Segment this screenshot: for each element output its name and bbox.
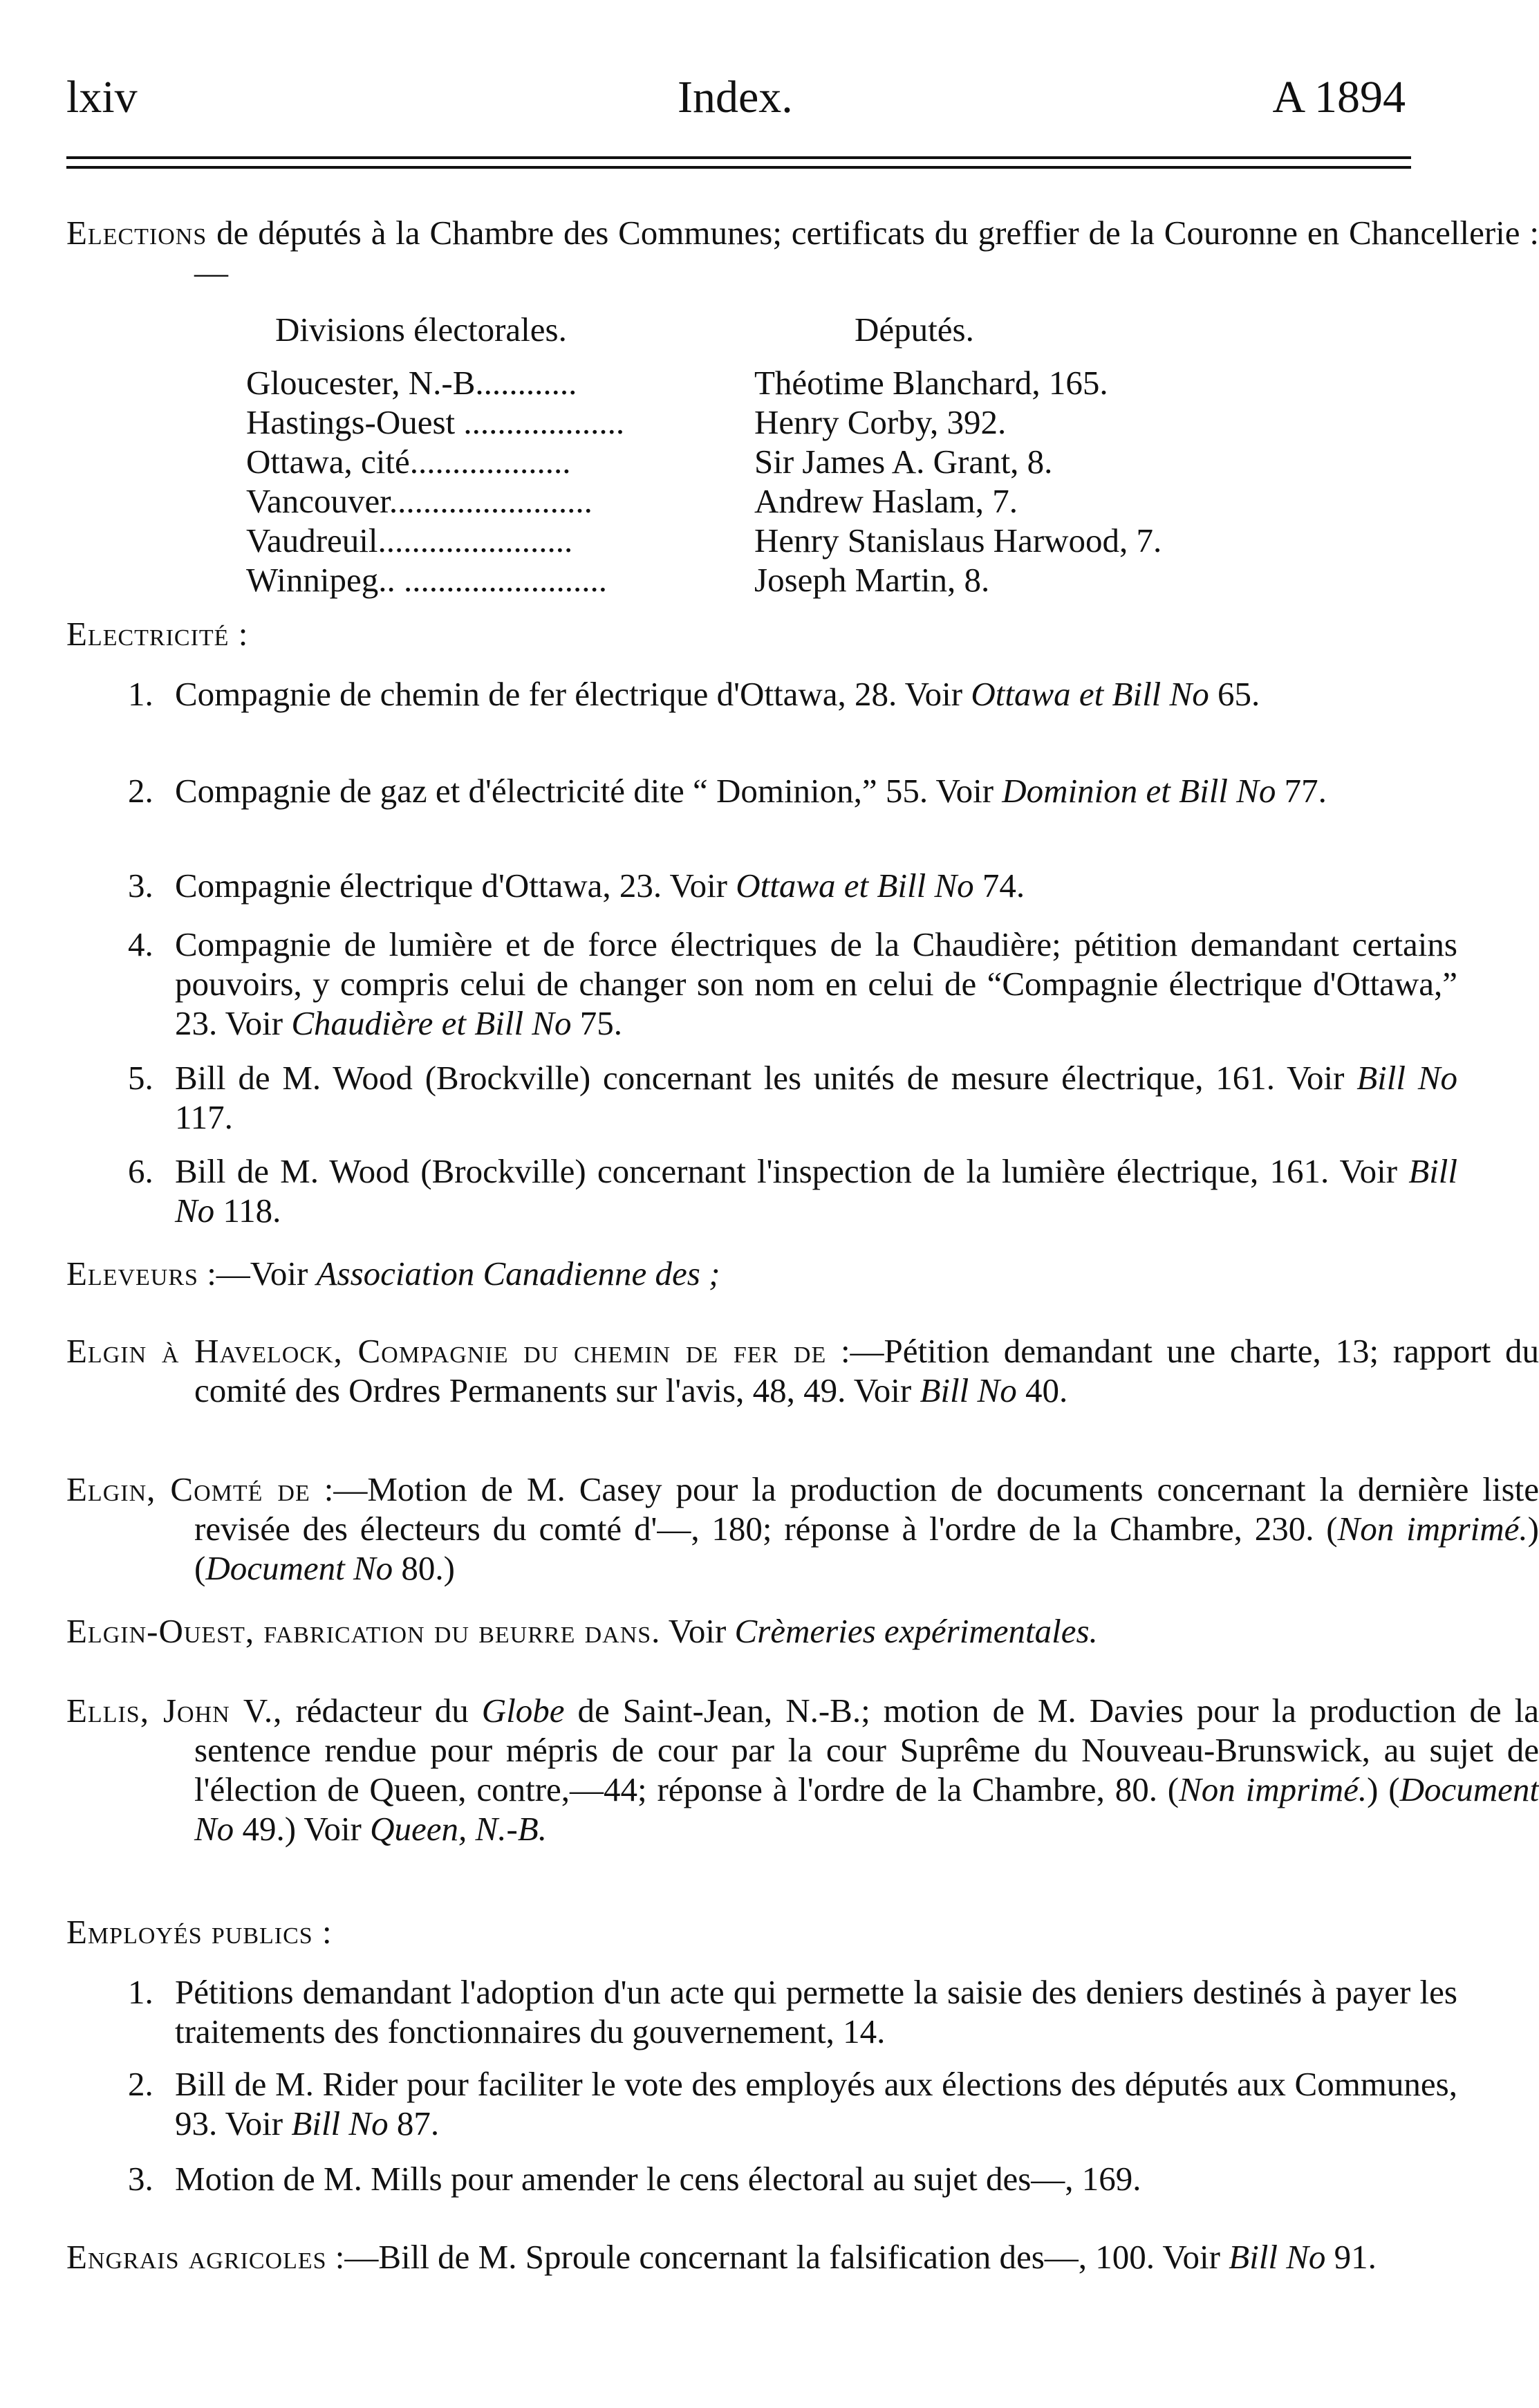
election-table: [246, 363, 1162, 600]
table-row: Vancouver........................ Andrew Haslam, 7.: [246, 482, 1018, 520]
entry-ellis: Ellis, John V., rédacteur du Globe de Saint-Jean, N.-B.; motion de M. Davies pour la production de la sentence rendue pour mépris de cour par la cour Suprême du Nouveau-Brunswick, au sujet de l'élection de Queen, contre,—44; réponse à l'ordre de la Chambre, 80. (Non imprimé.) (Document No 49.) Voir Queen, N.-B.: [66, 1692, 1539, 1848]
entry-heading: Elgin à Havelock, Compagnie du chemin de fer de: [66, 1332, 827, 1370]
header-rule-top: [66, 156, 1411, 159]
list-item: 5. Bill de M. Wood (Brockville) concernant les unités de mesure électrique, 161. Voir Bill No 117.: [128, 1059, 1457, 1136]
table-row: Hastings-Ouest ................... Henry Corby, 392.: [246, 403, 1007, 441]
entry-heading: Electricité :: [66, 615, 249, 653]
header-rule-bottom: [66, 166, 1411, 169]
list-item: 3. Compagnie électrique d'Ottawa, 23. Voir Ottawa et Bill No 74.: [128, 867, 1025, 905]
entry-eleveurs: Eleveurs :—Voir Association Canadienne des ;: [66, 1254, 720, 1293]
entry-elgin-comte: Elgin, Comté de :—Motion de M. Casey pour la production de documents concernant la dernière liste revisée des électeurs du comté d'—, 180; réponse à l'ordre de la Chambre, 230. (Non imprimé.) (Document No 80.): [66, 1470, 1539, 1587]
entry-heading: Employés publics :: [66, 1913, 333, 1951]
entry-heading: Ellis, John V.,: [66, 1692, 283, 1730]
table-row: Vaudreuil....................... Henry Stanislaus Harwood, 7.: [246, 521, 1162, 559]
column-divisions: Divisions électorales.: [275, 311, 567, 349]
column-deputes: Députés.: [855, 311, 974, 349]
list-item: 2. Bill de M. Rider pour faciliter le vote des employés aux élections des députés aux Communes, 93. Voir Bill No 87.: [128, 2065, 1457, 2142]
table-row: Ottawa, cité................... Sir James A. Grant, 8.: [246, 443, 1053, 481]
list-item: 3. Motion de M. Mills pour amender le cens électoral au sujet des—, 169.: [128, 2160, 1141, 2198]
list-item: 1. Compagnie de chemin de fer électrique d'Ottawa, 28. Voir Ottawa et Bill No 65.: [128, 675, 1260, 713]
entry-heading: Elgin, Comté de: [66, 1470, 310, 1508]
entry-employes: [66, 1912, 1411, 1952]
table-header: [275, 310, 974, 349]
entry-heading: Eleveurs: [66, 1254, 198, 1293]
entry-elgin-ouest: Elgin-Ouest, fabrication du beurre dans. Voir Crèmeries expérimentales.: [66, 1612, 1098, 1650]
table-row: Winnipeg.. ........................ Joseph Martin, 8.: [246, 561, 990, 599]
volume-year: A 1894: [1272, 72, 1406, 122]
entry-elections: [66, 213, 1539, 292]
list-item: 4. Compagnie de lumière et de force électriques de la Chaudière; pétition demandant certains pouvoirs, y compris celui de changer son nom en celui de “Compagnie électrique d'Ottawa,” 23. Voir Chaudière et Bill No 75.: [128, 925, 1457, 1042]
table-row: Gloucester, N.-B............ Théotime Blanchard, 165.: [246, 364, 1108, 402]
entry-text: de députés à la Chambre des Communes; certificats du greffier de la Couronne en Chancellerie :—: [194, 214, 1539, 291]
entry-heading: Elgin-Ouest, fabrication du beurre dans.: [66, 1612, 661, 1650]
list-item: 1. Pétitions demandant l'adoption d'un acte qui permette la saisie des deniers destinés à payer les traitements des fonctionnaires du gouvernement, 14.: [128, 1973, 1457, 2050]
entry-heading: Elections: [66, 214, 207, 252]
list-item: 6. Bill de M. Wood (Brockville) concernant l'inspection de la lumière électrique, 161. Voir Bill No 118.: [128, 1152, 1457, 1230]
running-title: Index.: [678, 72, 793, 122]
list-item: 2. Compagnie de gaz et d'électricité dite “ Dominion,” 55. Voir Dominion et Bill No 77.: [128, 772, 1327, 810]
entry-heading: Engrais agricoles: [66, 2238, 327, 2276]
entry-electricite: [66, 614, 1411, 654]
entry-engrais: Engrais agricoles :—Bill de M. Sproule concernant la falsification des—, 100. Voir Bill No 91.: [66, 2238, 1377, 2276]
entry-elgin-havelock: Elgin à Havelock, Compagnie du chemin de fer de :—Pétition demandant une charte, 13; rapport du comité des Ordres Permanents sur l'avis, 48, 49. Voir Bill No 40.: [66, 1332, 1539, 1409]
page-number: lxiv: [66, 72, 138, 122]
